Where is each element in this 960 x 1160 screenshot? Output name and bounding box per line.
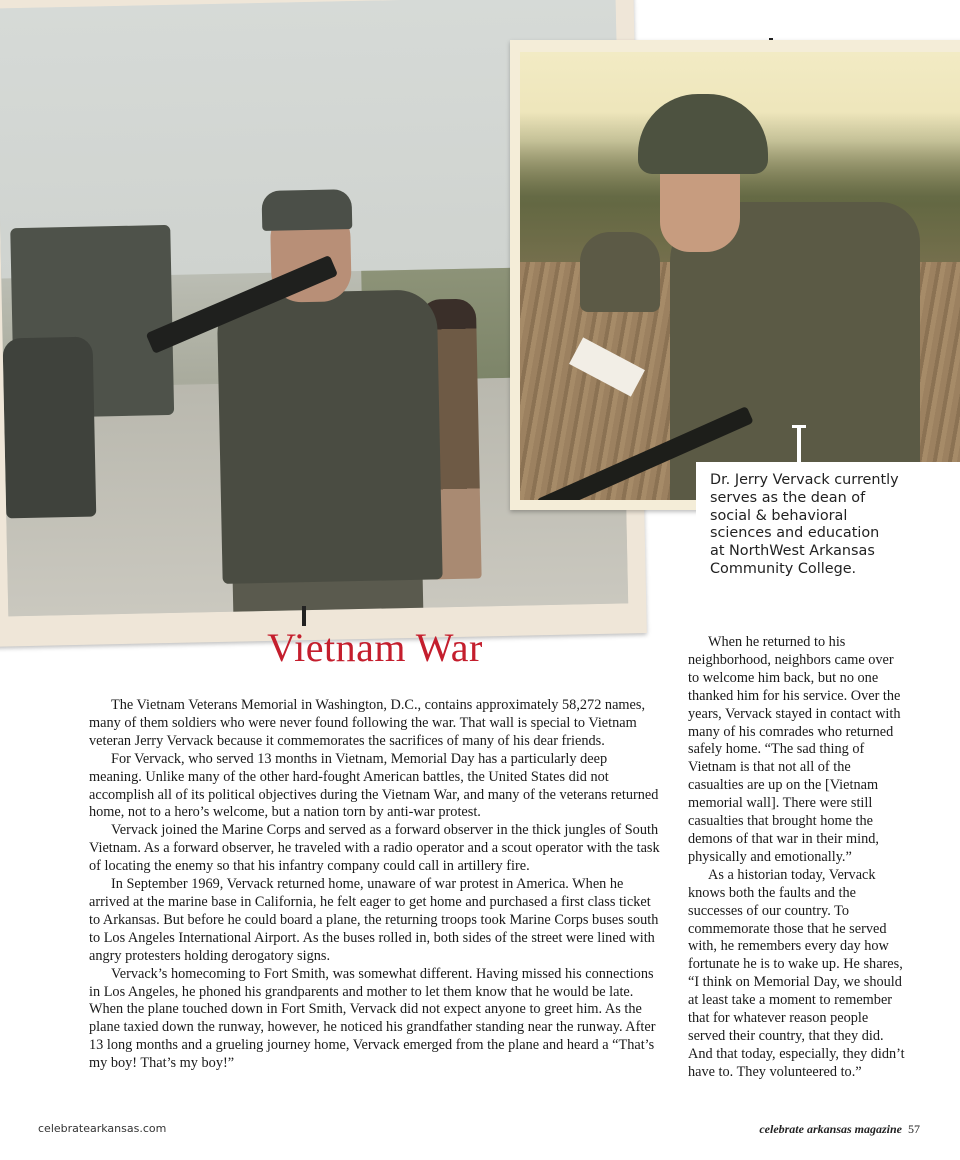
footer-folio xyxy=(759,1122,920,1137)
magazine-name: celebrate arkansas magazine xyxy=(759,1122,902,1136)
page-number: 57 xyxy=(908,1122,920,1136)
article-paragraph: For Vervack, who served 13 months in Vietnam, Memorial Day has a particularly deep meaning. Unlike many of the other hard-fought American battles, the United States did not accomplish all of its political objectives during the Vietnam War, and many of the veterans returned home, not to a hero’s welcome, but a nation torn by anti-war protest. xyxy=(89,750,659,821)
article-paragraph: Vervack’s homecoming to Fort Smith, was somewhat different. Having missed his connections in Los Angeles, he phoned his grandparents and mother to let them know that he would be late. When the plane touched down in Fort Smith, Vervack did not expect anyone to greet him. As the plane taxied down the runway, however, he noticed his grandfather standing near the runway. After 13 long months and a grueling journey home, Vervack emerged from the plane and heard a “That’s my boy! That’s my boy!” xyxy=(89,965,656,1072)
photo-soldier-in-grass xyxy=(510,40,960,510)
background-soldier-shape xyxy=(580,232,660,312)
photo-pin-mark xyxy=(302,606,306,626)
article-paragraph: When he returned to his neighborhood, neighbors came over to welcome him back, but no one thanked him for his service. Over the years, Vervack stayed in contact with many of his comrades who returned safely home. “The sad thing of Vietnam is that not all of the casualties are up on the [Vietnam memorial wall]. There were still casualties that brought home the demons of that war in their mind, physically and emotionally.” xyxy=(688,634,901,865)
marine-figure-shape xyxy=(217,289,443,584)
article-side-column xyxy=(688,634,906,1082)
article-paragraph: Vervack joined the Marine Corps and served as a forward observer in the thick jungles of South Vietnam. As a forward observer, he traveled with a radio operator and a scout operator with the task of locating the enemy so that his infantry company could call in artillery fire. xyxy=(89,822,660,875)
footer-website: celebratearkansas.com xyxy=(38,1122,167,1135)
article-paragraph: As a historian today, Vervack knows both the faults and the successes of our country. To commemorate those that he served with, he remembers every day how fortunate he is to wake up. He shares, “I think on Memorial Day, we should at least take a moment to remember that for whatever reason people served their country, that they did. And that today, especially, they didn’t have to. They volunteered to.” xyxy=(688,866,905,1080)
photo-soldier-image xyxy=(520,52,960,500)
photo-caption: Dr. Jerry Vervack currently serves as the dean of social & behavioral sciences and education at NorthWest Arkansas Community College. xyxy=(710,472,899,577)
article-paragraph: In September 1969, Vervack returned home, unaware of war protest in America. When he arrived at the marine base in California, he felt eager to get home and purchased a first class ticket to Arkansas. But before he could board a plane, the returning troops took Marine Corps buses south to Los Angeles International Airport. As the buses rolled in, both sides of the street were lined with angry protesters holding derogatory signs. xyxy=(89,876,659,964)
article-headline: Vietnam War xyxy=(267,625,483,670)
helmet-shape xyxy=(638,94,768,174)
caption-pointer-icon xyxy=(792,425,806,465)
article-paragraph: The Vietnam Veterans Memorial in Washington, D.C., contains approximately 58,272 names, many of them soldiers who were never found following the war. That wall is special to Vietnam veteran Jerry Vervack because it commemorates the sacrifices of many of his dear friends. xyxy=(89,697,646,749)
article-main-column xyxy=(89,697,660,1073)
